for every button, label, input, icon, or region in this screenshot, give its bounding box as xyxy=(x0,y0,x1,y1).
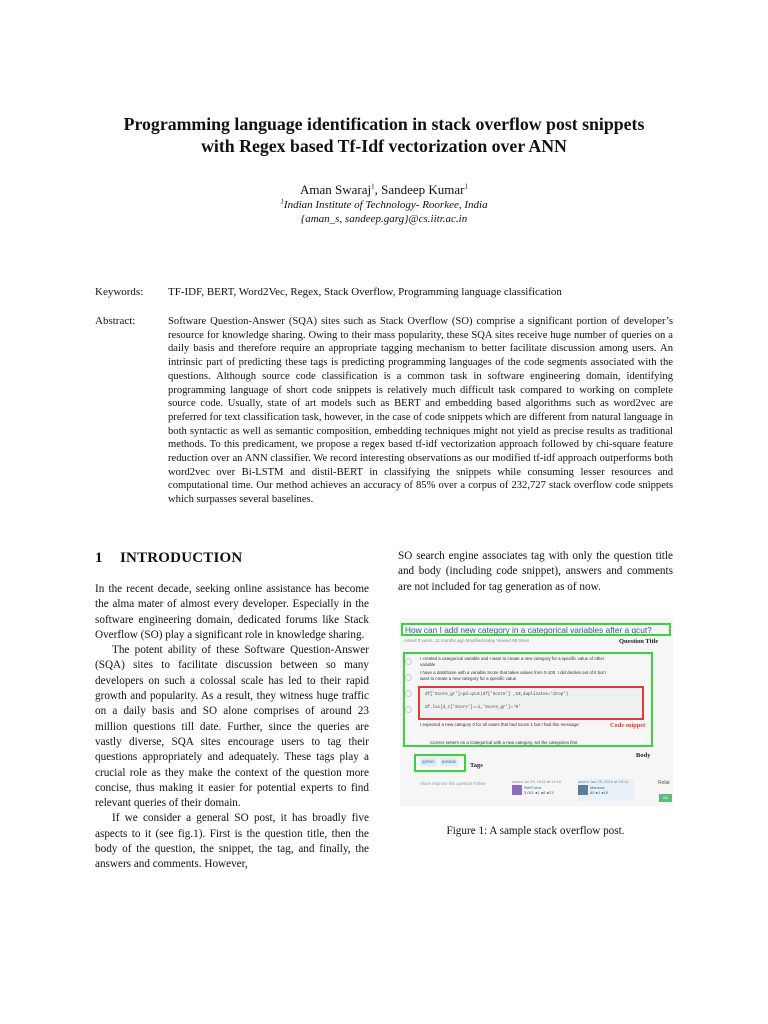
fig-downvote-icon xyxy=(405,674,412,681)
fig-code-snippet-box xyxy=(418,686,644,720)
fig-editor-rep: 89 ●1 ●10 xyxy=(590,790,609,795)
author-2-sup: 1 xyxy=(464,182,468,191)
fig-tag-python: python xyxy=(422,759,435,764)
figure-screenshot xyxy=(400,618,673,806)
affiliation-sup: 1 xyxy=(280,197,284,206)
author-email: {aman_s, sandeep.garg}@cs.iitr.ac.in xyxy=(300,213,468,225)
fig-asker-avatar xyxy=(512,785,522,795)
paper-title-line-2: with Regex based Tf-Idf vectorization over ANN xyxy=(201,136,567,156)
fig-code-line: df['Score_gr']=pd.qcut(df['Score'] ,10,duplicates='drop') xyxy=(425,693,569,697)
intro-paragraph-1: In the recent decade, seeking online assistance has become the alma mater of almost every developer. Especially in the software engineering domain, dedicated forums like Stack Overflow (SO) play a significant role in knowledge sharing. xyxy=(95,583,369,641)
right-column-paragraph: SO search engine associates tag with only the question title and body (including code snippet), answers and comments are not included for tag generation as of now. xyxy=(398,550,673,593)
section-heading xyxy=(95,550,242,567)
fig-label-tags: Tags xyxy=(470,762,483,769)
fig-editor-avatar xyxy=(578,785,588,795)
keywords-label: Keywords: xyxy=(95,286,144,298)
fig-question-title-box xyxy=(401,623,671,636)
fig-question-title: How can I add new category in a categorical variables after a qcut? xyxy=(405,625,652,635)
authors xyxy=(0,182,768,198)
affiliation-text: Indian Institute of Technology- Roorkee, India xyxy=(283,199,488,211)
fig-editor-card xyxy=(578,779,634,801)
fig-vote-controls xyxy=(405,658,413,728)
fig-tag-pandas: pandas xyxy=(442,759,456,764)
fig-related-label: Relat xyxy=(658,780,670,786)
left-column xyxy=(95,582,369,873)
fig-editor-name: Mamma xyxy=(590,785,605,790)
fig-label-code-snippet: Code snippet xyxy=(610,722,646,729)
fig-edited-date: asked Jan 29, 2019 at 15:10 xyxy=(578,779,629,784)
fig-bookmark-icon xyxy=(405,690,412,697)
section-title: INTRODUCTION xyxy=(120,550,243,566)
fig-asker-card xyxy=(512,779,568,801)
section-number: 1 xyxy=(95,550,103,566)
affiliation xyxy=(0,199,768,211)
abstract-label: Abstract: xyxy=(95,315,136,327)
fig-asker-name: RAFCrios xyxy=(524,785,542,790)
fig-label-question-title: Question Title xyxy=(619,638,659,645)
fig-body-text xyxy=(420,656,645,682)
fig-body-line: want to create a new category for a specific value xyxy=(420,676,517,682)
abstract-text: Software Question-Answer (SQA) sites such as Stack Overflow (SO) comprise a significant portion of developer’s resource for knowledge sharing. Owing to their mass popularity, these SQA sites receive huge number of queries on a daily basis and therefore require an appropriate tagging mechanism to better facilitate discussion among users. An intrinsic part of predicting these tags is predicting programming languages of the code segments associated with the questions. Although source code classification is a common task in software engineering domain, identifying programming language of short code snippets is relatively much difficult task compared to working on complete source code. Usually, state of art models such as BERT and embedding based algorithms such as word2vec are preferred for text classification task, however, in the case of code snippets which are different from natural language in both syntactic as well as semantic composition, embedding techniques might not yield as precise results as traditional methods. To this predicament, we propose a regex based tf-idf vectorization approach followed by chi-square feature reduction over an ANN classifier. We record interesting observations as our modified tf-idf approach outperforms both word2vec over Bi-LSTM and distil-BERT in classifying the snippets while consuming lesser resources and computational time. Our method achieves an accuracy of 85% over a corpus of 232,727 stack overflow code snippets which surpasses several baselines. xyxy=(168,316,673,506)
fig-body-line: I have a dataframe with a variable Score that takes values from 0-100. I did deciles out of it but I xyxy=(420,670,607,676)
fig-upvote-icon xyxy=(405,658,412,665)
paper-title-line-1: Programming language identification in stack overflow post snippets xyxy=(123,114,645,134)
keywords-text: TF-IDF, BERT, Word2Vec, Regex, Stack Overflow, Programming language classification xyxy=(168,286,562,298)
intro-paragraph-2: The potent ability of these Software Question-Answer (SQA) sites to facilitate discussion between so many developers on such a colossal scale has led to their rapid growth and popularity. As a result, they witness huge traffic on a daily basis and SO alone comprises of around 23 million questions till date. Further, since the queries are vastly diverse, SQA sites encourage users to tag their questions appropriately and adequately. These tags play a crucial role as they make the context of the question more concise, thus making it easier for potential experts to find relevant queries of their domain. xyxy=(95,644,369,810)
fig-body-line: variable xyxy=(420,662,436,668)
author-1: Aman Swaraj xyxy=(299,182,372,197)
fig-share-links: Share Improve this question Follow xyxy=(420,781,486,786)
paper-title xyxy=(60,113,708,157)
fig-code-line: df.loc[d_c['Score']==1,'Score_gr']='0' xyxy=(425,706,521,710)
author-sep: , xyxy=(374,182,382,197)
fig-body-line: I created a categorical variable and I want to create a new category for a specific value of other xyxy=(420,656,605,661)
fig-history-icon xyxy=(405,706,412,713)
fig-asked-date: asked Jul 29, 2019 at 14:10 xyxy=(512,779,562,784)
fig-asker-rep: 3,001 ●1 ●8 ●23 xyxy=(524,790,554,795)
intro-paragraph-3: If we consider a general SO post, it has broadly five aspects to it (see fig.1). First is the question title, then the body of the question, the snippet, the tag, and finally, the answers and comments. However, xyxy=(95,812,369,871)
fig-after-code-text: I expected a new category 0 for all cases that had Score 1 but I had this message: xyxy=(420,722,580,727)
figure-caption: Figure 1: A sample stack overflow post. xyxy=(446,825,625,837)
author-2: Sandeep Kumar xyxy=(381,182,465,197)
fig-comment: Correct settern on a Categorical with a new category, set the categories first xyxy=(430,740,578,745)
author-1-sup: 1 xyxy=(371,182,375,191)
fig-label-body: Body xyxy=(636,752,651,759)
fig-meta: Asked 3 years, 11 months ago Modified today Viewed 98 times xyxy=(404,638,530,643)
fig-go-button: Go xyxy=(659,794,672,802)
